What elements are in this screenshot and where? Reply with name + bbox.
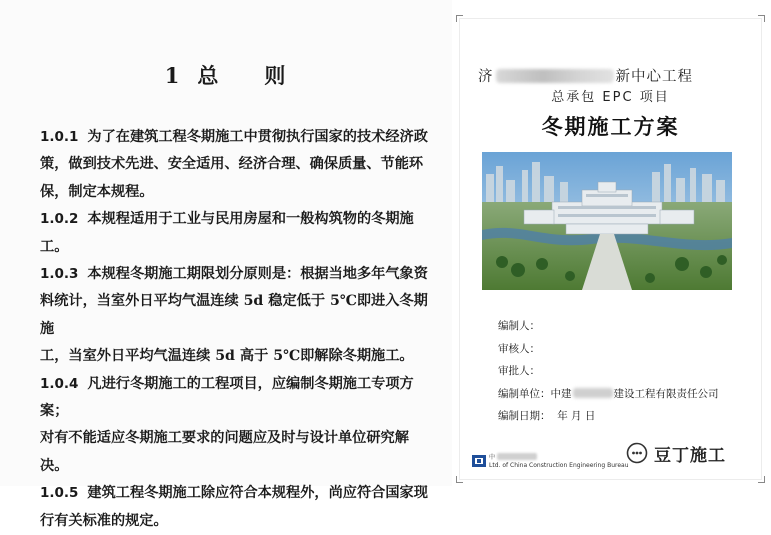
crop-mark xyxy=(758,476,765,483)
project-name-end: 新中心工程 xyxy=(615,69,693,85)
crop-mark xyxy=(456,476,463,483)
watermark xyxy=(626,440,726,466)
unit-field xyxy=(498,386,719,401)
project-name xyxy=(478,65,748,86)
clause-1-0-5 xyxy=(40,480,434,535)
project-rendering-image xyxy=(482,152,732,290)
clause-text-line: 为了在建筑工程冬期施工中贯彻执行国家的技术经济政 xyxy=(87,129,428,145)
clause-1-0-4 xyxy=(40,371,434,481)
crop-mark xyxy=(758,15,765,22)
clause-number: 1.0.1 xyxy=(40,129,79,145)
redacted-text xyxy=(496,69,614,83)
watermark-text: 豆丁施工 xyxy=(654,445,726,466)
clause-text-line: 策，做到技术先进、安全适用、经济合理、确保质量、节能环 xyxy=(40,156,424,173)
clause-text-line: 建筑工程冬期施工除应符合本规程外，尚应符合国家现 xyxy=(87,485,428,502)
aerial-rendering xyxy=(482,152,732,290)
clause-text-line: 凡进行冬期施工的工程项目，应编制冬期施工专项方案； xyxy=(40,375,414,420)
clause-list xyxy=(40,124,434,535)
clause-1-0-1 xyxy=(40,124,434,206)
cover-page xyxy=(459,18,762,480)
clause-number: 1.0.4 xyxy=(40,375,79,392)
crop-mark xyxy=(456,15,463,22)
clause-text-line: 行有关标准的规定。 xyxy=(40,512,168,529)
approver-field: 审批人： xyxy=(498,365,540,377)
unit-name-end: 建设工程有限责任公司 xyxy=(613,388,719,400)
chat-bubble-icon xyxy=(626,442,648,464)
cover-title: 冬期施工方案 xyxy=(541,115,680,139)
clause-text-line: 对有不能适应冬期施工要求的问题应及时与设计单位研究解决。 xyxy=(40,430,409,474)
chapter-heading xyxy=(0,60,452,90)
chapter-word-2: 则 xyxy=(264,63,288,88)
clause-text-line: 本规程适用于工业与民用房屋和一般构筑物的冬期施工。 xyxy=(40,211,414,255)
clause-number: 1.0.5 xyxy=(40,485,79,502)
redacted-text xyxy=(497,453,537,460)
redacted-text xyxy=(573,388,613,398)
project-subtitle: 总承包 EPC 项目 xyxy=(551,90,670,105)
unit-label: 编制单位： xyxy=(498,388,551,400)
date-field xyxy=(498,408,595,423)
clause-text-line: 保，制定本规程。 xyxy=(40,183,154,200)
clause-1-0-3 xyxy=(40,261,434,371)
clause-text-line: 料统计，当室外日平均气温连续 5d 稳定低于 5℃即进入冬期施 xyxy=(40,293,428,337)
editor-field: 编制人： xyxy=(498,320,540,332)
footer-org-line1: 中 xyxy=(489,454,496,461)
clause-text-line: 本规程冬期施工期限划分原则是：根据当地多年气象资 xyxy=(87,266,428,283)
clause-text-line: 工，当室外日平均气温连续 5d 高于 5℃即解除冬期施工。 xyxy=(40,348,414,365)
unit-name-start: 中建 xyxy=(550,388,572,400)
chapter-number: 1 xyxy=(164,63,182,88)
date-label: 编制日期： xyxy=(498,410,551,422)
company-logo-icon xyxy=(472,455,486,467)
chapter-word-1: 总 xyxy=(197,63,221,88)
reviewer-field: 审核人： xyxy=(498,343,540,355)
footer-organization xyxy=(489,453,629,470)
clause-number: 1.0.2 xyxy=(40,211,79,228)
clause-number: 1.0.3 xyxy=(40,266,79,283)
footer-org-line2: Ltd. of China Construction Engineering Bureau xyxy=(489,462,629,469)
project-name-start: 济 xyxy=(478,69,494,85)
date-value: 年 月 日 xyxy=(557,410,596,422)
clause-1-0-2 xyxy=(40,206,434,261)
